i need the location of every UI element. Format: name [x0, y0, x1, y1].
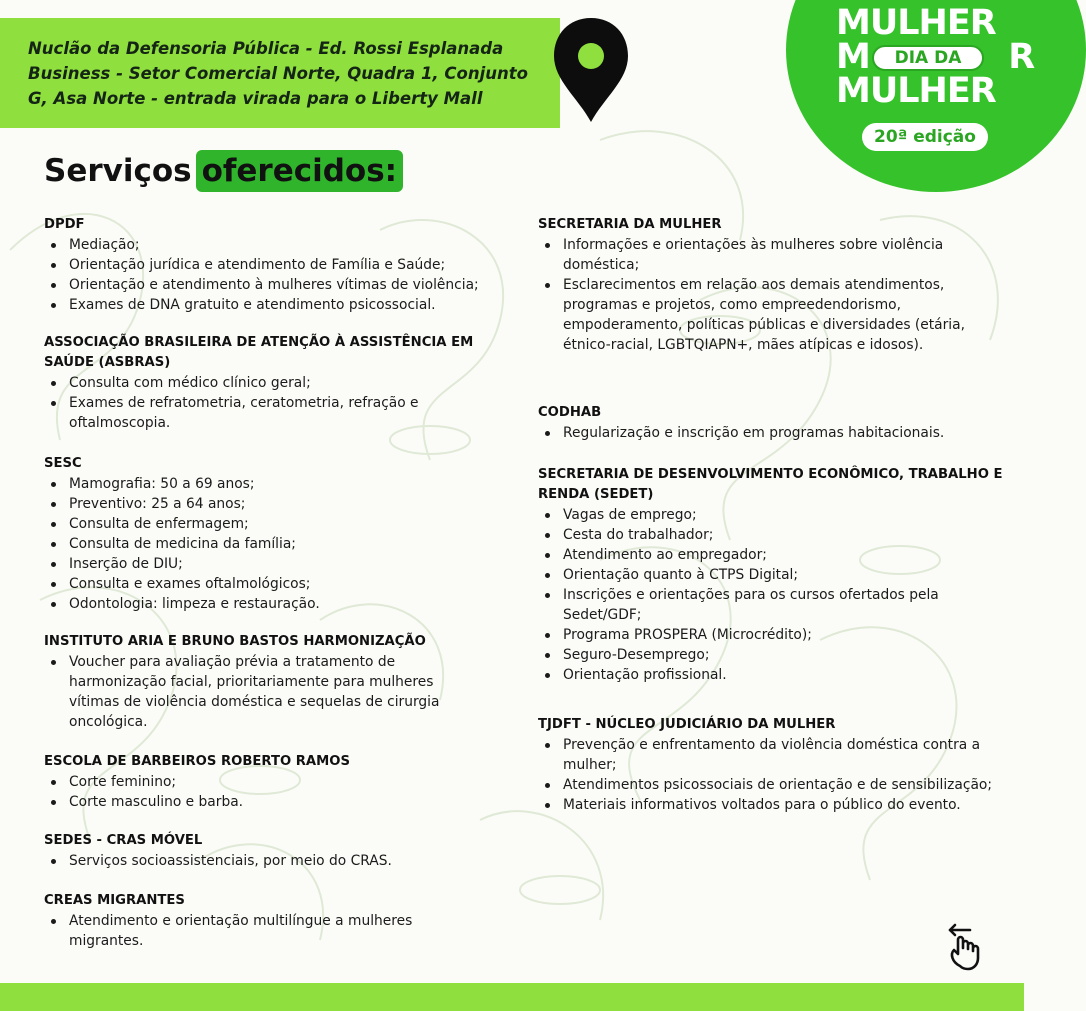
service-list — [44, 772, 524, 812]
service-item: Odontologia: limpeza e restauração. — [44, 594, 524, 614]
service-item: Corte masculino e barba. — [44, 792, 524, 812]
service-item: Prevenção e enfrentamento da violência doméstica contra a mulher; — [538, 735, 1008, 775]
logo-middle-right: R — [1008, 37, 1035, 77]
logo-pill: DIA DA — [872, 45, 984, 71]
service-item: Materiais informativos voltados para o público do evento. — [538, 795, 1008, 815]
service-item: Consulta de medicina da família; — [44, 534, 524, 554]
provider-name: ASSOCIAÇÃO BRASILEIRA DE ATENÇÃO À ASSISTÊNCIA EM SAÚDE (ASBRAS) — [44, 335, 474, 370]
page-title-main: Serviços — [44, 153, 192, 189]
service-list — [538, 505, 1008, 685]
service-list — [538, 423, 1008, 443]
service-list — [44, 235, 524, 315]
service-item: Programa PROSPERA (Microcrédito); — [538, 625, 1008, 645]
provider-group — [44, 632, 464, 732]
service-item: Inserção de DIU; — [44, 554, 524, 574]
provider-name: ESCOLA DE BARBEIROS ROBERTO RAMOS — [44, 754, 350, 769]
service-list — [538, 235, 1008, 355]
service-item: Consulta com médico clínico geral; — [44, 373, 494, 393]
provider-group — [44, 891, 464, 951]
provider-name: CODHAB — [538, 405, 602, 420]
service-item: Exames de DNA gratuito e atendimento psicossocial. — [44, 295, 524, 315]
edition-badge: 20ª edição — [862, 123, 988, 151]
swipe-hand-icon — [944, 922, 988, 972]
service-item: Exames de refratometria, ceratometria, refração e oftalmoscopia. — [44, 393, 494, 433]
provider-name: SECRETARIA DA MULHER — [538, 217, 722, 232]
service-item: Serviços socioassistenciais, por meio do CRAS. — [44, 851, 524, 871]
service-list — [538, 735, 1008, 815]
service-item: Consulta de enfermagem; — [44, 514, 524, 534]
service-item: Consulta e exames oftalmológicos; — [44, 574, 524, 594]
service-item: Atendimento ao empregador; — [538, 545, 1008, 565]
service-item: Preventivo: 25 a 64 anos; — [44, 494, 524, 514]
provider-name: SECRETARIA DE DESENVOLVIMENTO ECONÔMICO, TRABALHO E RENDA (SEDET) — [538, 467, 1003, 502]
provider-name: INSTITUTO ARIA E BRUNO BASTOS HARMONIZAÇÃO — [44, 634, 426, 649]
provider-name: TJDFT - NÚCLEO JUDICIÁRIO DA MULHER — [538, 717, 836, 732]
service-list — [44, 373, 494, 433]
service-item: Orientação e atendimento à mulheres vítimas de violência; — [44, 275, 524, 295]
service-item: Voucher para avaliação prévia a tratamento de harmonização facial, prioritariamente para mulheres vítimas de violência doméstica e sequelas de cirurgia oncológica. — [44, 652, 464, 732]
provider-name: CREAS MIGRANTES — [44, 893, 185, 908]
service-item: Orientação quanto à CTPS Digital; — [538, 565, 1008, 585]
service-list — [44, 474, 524, 614]
service-item: Informações e orientações às mulheres sobre violência doméstica; — [538, 235, 1008, 275]
provider-name: DPDF — [44, 217, 85, 232]
service-item: Orientação jurídica e atendimento de Família e Saúde; — [44, 255, 524, 275]
provider-group — [44, 215, 524, 315]
provider-group — [44, 333, 494, 433]
footer-bar — [0, 983, 1024, 1011]
logo-line-bottom: MULHER — [836, 71, 996, 111]
service-item: Orientação profissional. — [538, 665, 1008, 685]
page-title-highlight: oferecidos: — [196, 150, 403, 192]
provider-group — [44, 752, 524, 812]
provider-group — [538, 465, 1008, 685]
logo-line-middle — [836, 37, 1035, 77]
logo-middle-left: M — [836, 37, 870, 77]
service-item: Vagas de emprego; — [538, 505, 1008, 525]
page-title — [44, 150, 403, 192]
service-item: Regularização e inscrição em programas habitacionais. — [538, 423, 1008, 443]
service-item: Inscrições e orientações para os cursos ofertados pela Sedet/GDF; — [538, 585, 1008, 625]
event-address: Nuclão da Defensoria Pública - Ed. Rossi Esplanada Business - Setor Comercial Norte, Quadra 1, Conjunto G, Asa Norte - entrada virada para o Liberty Mall — [28, 39, 528, 108]
provider-group — [44, 454, 524, 614]
service-list — [44, 652, 464, 732]
provider-group — [44, 831, 524, 871]
provider-group — [538, 403, 1008, 443]
location-pin-icon — [550, 14, 632, 126]
service-item: Mamografia: 50 a 69 anos; — [44, 474, 524, 494]
service-list — [44, 851, 524, 871]
provider-name: SESC — [44, 456, 82, 471]
provider-group — [538, 215, 1008, 355]
service-item: Atendimento e orientação multilíngue a mulheres migrantes. — [44, 911, 464, 951]
logo-line-top: MULHER — [836, 3, 996, 43]
service-item: Seguro-Desemprego; — [538, 645, 1008, 665]
service-item: Mediação; — [44, 235, 524, 255]
service-item: Esclarecimentos em relação aos demais atendimentos, programas e projetos, como empreedendorismo, empoderamento, políticas públicas e diversidades (etária, étnico-racial, LGBTQIAPN+, mães atípicas e idosos). — [538, 275, 1008, 355]
service-item: Atendimentos psicossociais de orientação e de sensibilização; — [538, 775, 1008, 795]
provider-name: SEDES - CRAS MÓVEL — [44, 833, 203, 848]
event-logo — [836, 3, 1035, 111]
service-list — [44, 911, 464, 951]
service-item: Corte feminino; — [44, 772, 524, 792]
service-item: Cesta do trabalhador; — [538, 525, 1008, 545]
provider-group — [538, 715, 1008, 815]
